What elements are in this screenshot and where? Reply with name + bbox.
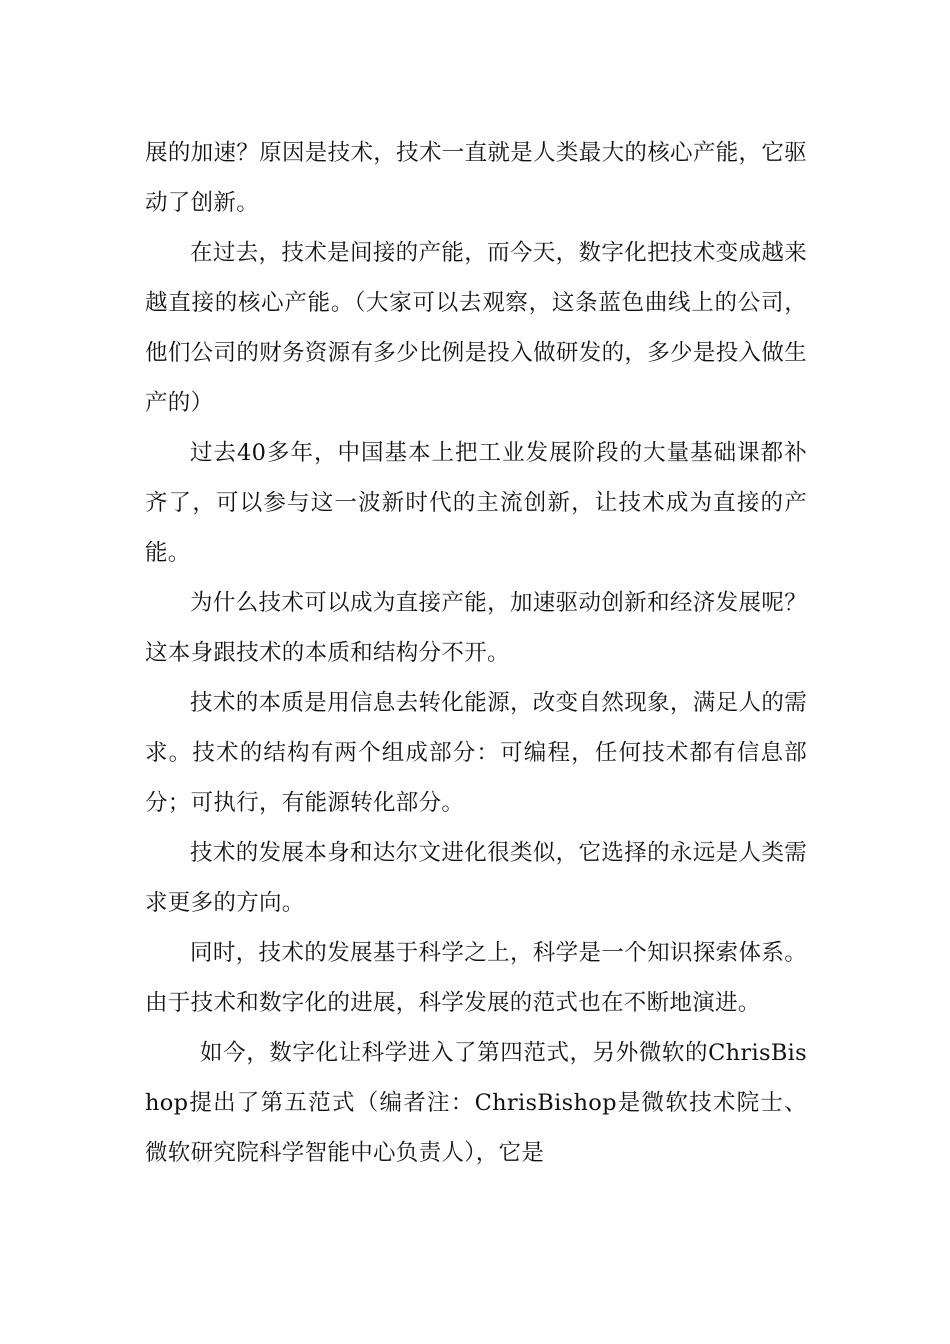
paragraph-china-industrial: 过去40多年，中国基本上把工业发展阶段的大量基础课都补齐了，可以参与这一波新时代的主流创新，让技术成为直接的产能。 [145,440,807,566]
paragraph-why-technology: 为什么技术可以成为直接产能，加速驱动创新和经济发展呢？这本身跟技术的本质和结构分不开。 [145,590,807,666]
paragraph-fifth-paradigm: 如今，数字化让科学进入了第四范式，另外微软的ChrisBishop提出了第五范式（编者注：ChrisBishop是微软技术院士、微软研究院科学智能中心负责人），它是 [145,1040,807,1166]
paragraph-technology-essence: 技术的本质是用信息去转化能源，改变自然现象，满足人的需求。技术的结构有两个组成部分：可编程，任何技术都有信息部分；可执行，有能源转化部分。 [145,690,807,816]
paragraph-technology-productivity: 在过去，技术是间接的产能，而今天，数字化把技术变成越来越直接的核心产能。（大家可以去观察，这条蓝色曲线上的公司，他们公司的财务资源有多少比例是投入做研发的，多少是投入做生产的） [145,240,807,416]
document-body [145,128,807,1178]
paragraph-continuation: 展的加速？原因是技术，技术一直就是人类最大的核心产能，它驱动了创新。 [145,140,807,216]
paragraph-science-basis: 同时，技术的发展基于科学之上，科学是一个知识探索体系。由于技术和数字化的进展，科学发展的范式也在不断地演进。 [145,940,807,1016]
paragraph-darwin-evolution: 技术的发展本身和达尔文进化很类似，它选择的永远是人类需求更多的方向。 [145,840,807,916]
